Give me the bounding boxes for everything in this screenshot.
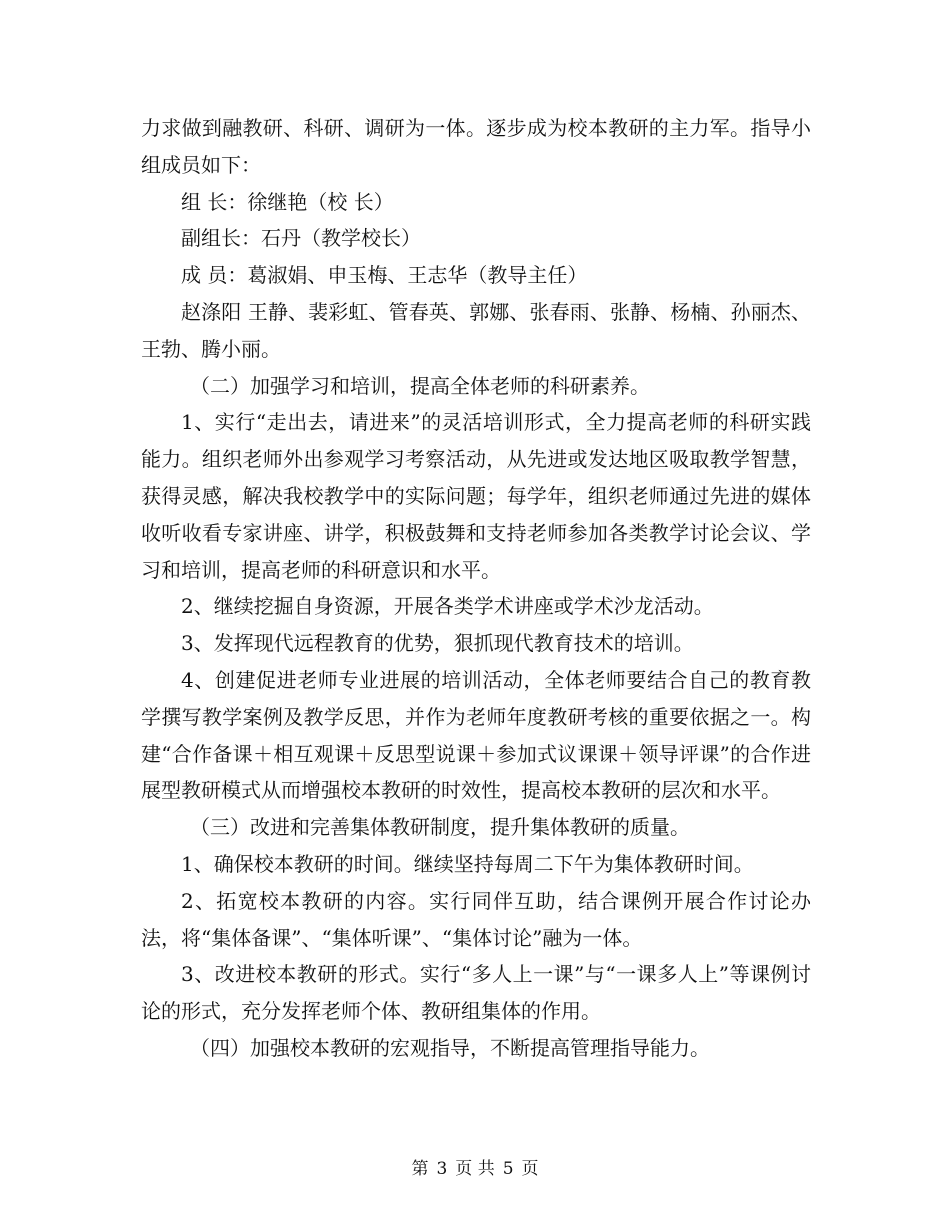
page-prefix: 第: [411, 1159, 429, 1179]
body-paragraph: 3、发挥现代远程教育的优势，狠抓现代教育技术的培训。: [181, 631, 694, 656]
page-current: 3: [436, 1159, 448, 1179]
section-heading: （四）加强校本教研的宏观指导，不断提高管理指导能力。: [190, 1035, 710, 1060]
section-heading: （三）改进和完善集体教研制度，提升集体教研的质量。: [190, 815, 690, 840]
body-paragraph: 1、确保校本教研的时间。继续坚持每周二下午为集体教研时间。: [181, 851, 754, 876]
page-total: 5: [502, 1159, 514, 1179]
members-list: 赵涤阳 王静、裴彩虹、管春英、郭娜、张春雨、张静、杨楠、孙丽杰、王勃、腾小丽。: [141, 299, 811, 361]
page-mid: 页 共: [455, 1159, 495, 1179]
leader-line: 组 长：徐继艳（校 长）: [181, 189, 394, 214]
members-line: 成 员：葛淑娟、申玉梅、王志华（教导主任）: [181, 263, 588, 288]
body-paragraph: 1、实行“走出去，请进来”的灵活培训形式，全力提高老师的科研实践能力。组织老师外出参观学习考察活动，从先进或发达地区吸取教学智慧，获得灵感，解决我校教学中的实际问题；每学年，组织老师通过先进的媒体收听收看专家讲座、讲学，积极鼓舞和支持老师参加各类教学讨论会议、学习和培训，提高老师的科研意识和水平。: [141, 410, 811, 582]
body-paragraph: 2、拓宽校本教研的内容。实行同伴互助，结合课例开展合作讨论办法，将“集体备课”、“集体听课”、“集体讨论”融为一体。: [141, 888, 811, 950]
body-paragraph: 2、继续挖掘自身资源，开展各类学术讲座或学术沙龙活动。: [181, 594, 714, 619]
body-paragraph: 3、改进校本教研的形式。实行“多人上一课”与“一课多人上”等课例讨论的形式，充分发挥老师个体、教研组集体的作用。: [141, 962, 811, 1024]
section-heading: （二）加强学习和培训，提高全体老师的科研素养。: [190, 373, 650, 398]
body-paragraph: 力求做到融教研、科研、调研为一体。逐步成为校本教研的主力军。指导小组成员如下：: [141, 116, 811, 177]
body-paragraph: 4、创建促进老师专业进展的培训活动，全体老师要结合自己的教育教学撰写教学案例及教学反思，并作为老师年度教研考核的重要依据之一。构建“合作备课＋相互观课＋反思型说课＋参加式议课课＋领导评课”的合作进展型教研模式从而增强校本教研的时效性，提高校本教研的层次和水平。: [141, 667, 811, 803]
deputy-leader-line: 副组长：石丹（教学校长）: [181, 226, 421, 251]
document-body: [141, 110, 811, 1067]
page-number-footer: [0, 1154, 950, 1179]
page-suffix: 页: [521, 1159, 539, 1179]
